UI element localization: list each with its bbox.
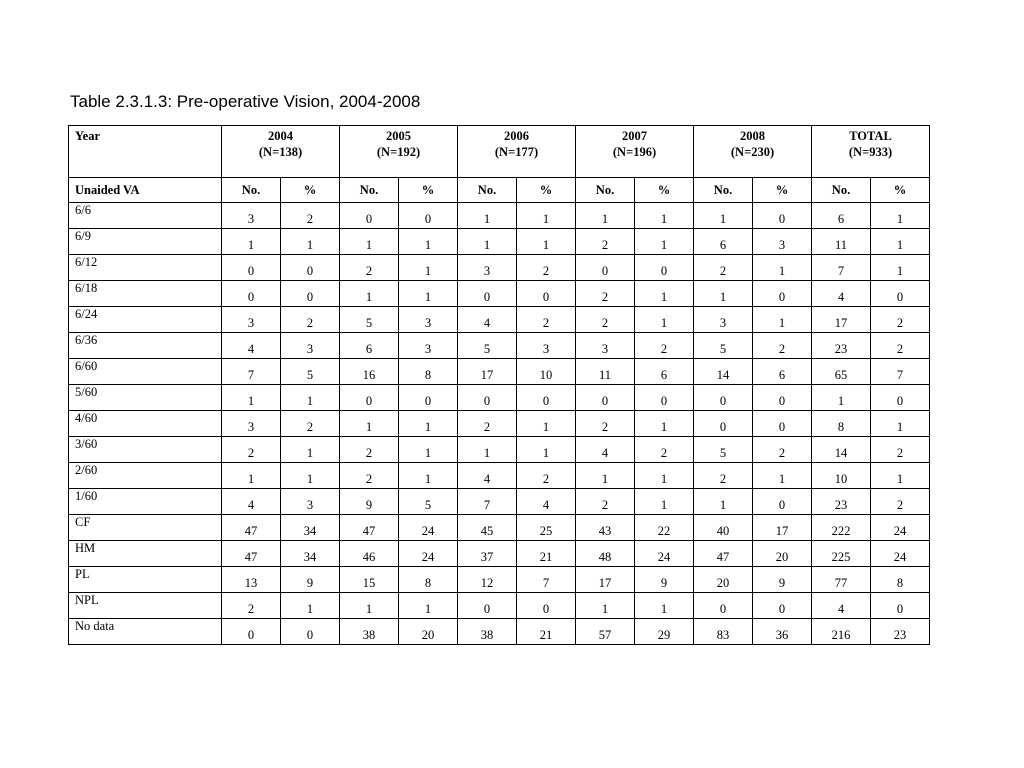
row-label: PL [69,567,222,593]
count-cell: 2 [458,411,517,437]
year-header-2007 [576,126,694,178]
table-row [69,229,930,255]
count-cell: 5 [340,307,399,333]
count-cell: 17 [458,359,517,385]
count-cell: 1 [694,203,753,229]
percent-cell: 24 [399,541,458,567]
percent-cell: 1 [635,593,694,619]
pre-operative-vision-table [68,125,930,645]
count-cell: 47 [340,515,399,541]
count-cell: 23 [812,333,871,359]
table-row [69,619,930,645]
percent-cell: 2 [871,437,930,463]
percent-cell: 2 [517,307,576,333]
count-cell: 1 [458,229,517,255]
percent-cell: 1 [635,281,694,307]
count-cell: 9 [340,489,399,515]
count-cell: 0 [340,203,399,229]
count-cell: 0 [458,281,517,307]
table-row [69,203,930,229]
percent-cell: 1 [871,203,930,229]
year-header-label: Year [69,126,222,178]
table-title: Table 2.3.1.3: Pre-operative Vision, 2004-2008 [70,92,421,111]
year-header-2008 [694,126,812,178]
percent-cell: 2 [753,333,812,359]
count-cell: 47 [694,541,753,567]
count-cell: 5 [694,333,753,359]
row-label: 6/12 [69,255,222,281]
percent-cell: 0 [753,281,812,307]
percent-cell: 1 [635,307,694,333]
count-cell: 23 [812,489,871,515]
percent-cell: 24 [635,541,694,567]
count-cell: 0 [458,385,517,411]
percent-cell: 6 [635,359,694,385]
row-label: 1/60 [69,489,222,515]
percent-cell: 1 [635,463,694,489]
pct-header: % [281,178,340,203]
count-cell: 0 [694,593,753,619]
percent-cell: 1 [517,411,576,437]
percent-cell: 2 [517,463,576,489]
row-label: 6/60 [69,359,222,385]
count-cell: 225 [812,541,871,567]
percent-cell: 2 [871,489,930,515]
count-cell: 2 [576,229,635,255]
count-cell: 1 [694,281,753,307]
count-cell: 4 [222,333,281,359]
count-cell: 4 [812,281,871,307]
count-cell: 11 [812,229,871,255]
count-cell: 0 [222,255,281,281]
table-row [69,541,930,567]
year-label: 2004 [268,129,293,143]
percent-cell: 20 [753,541,812,567]
percent-cell: 1 [517,229,576,255]
row-label: NPL [69,593,222,619]
table-row [69,515,930,541]
percent-cell: 1 [399,281,458,307]
count-cell: 83 [694,619,753,645]
count-cell: 0 [576,255,635,281]
no-header: No. [694,178,753,203]
count-cell: 4 [458,307,517,333]
percent-cell: 0 [753,489,812,515]
count-cell: 65 [812,359,871,385]
percent-cell: 36 [753,619,812,645]
percent-cell: 1 [635,203,694,229]
table-row [69,307,930,333]
count-cell: 6 [694,229,753,255]
percent-cell: 5 [399,489,458,515]
percent-cell: 2 [635,333,694,359]
table-row [69,333,930,359]
no-header: No. [458,178,517,203]
year-n: (N=177) [494,145,539,159]
percent-cell: 0 [871,385,930,411]
percent-cell: 2 [281,307,340,333]
year-n: (N=138) [258,145,303,159]
percent-cell: 0 [635,255,694,281]
count-cell: 1 [222,385,281,411]
percent-cell: 0 [399,385,458,411]
percent-cell: 1 [753,255,812,281]
year-header-total [812,126,930,178]
percent-cell: 2 [871,333,930,359]
percent-cell: 0 [517,385,576,411]
count-cell: 0 [694,411,753,437]
percent-cell: 1 [281,437,340,463]
count-cell: 1 [222,229,281,255]
year-label: 2006 [504,129,529,143]
count-cell: 5 [694,437,753,463]
percent-cell: 1 [871,255,930,281]
percent-cell: 5 [281,359,340,385]
row-label: No data [69,619,222,645]
percent-cell: 10 [517,359,576,385]
count-cell: 2 [576,307,635,333]
percent-cell: 2 [281,203,340,229]
count-cell: 1 [694,489,753,515]
count-cell: 1 [458,437,517,463]
percent-cell: 1 [399,593,458,619]
count-cell: 1 [576,593,635,619]
percent-cell: 1 [871,229,930,255]
table-row [69,281,930,307]
table-row [69,463,930,489]
table-row [69,385,930,411]
table-row [69,437,930,463]
count-cell: 2 [340,255,399,281]
percent-cell: 0 [399,203,458,229]
percent-cell: 9 [281,567,340,593]
percent-cell: 3 [399,333,458,359]
pct-header: % [399,178,458,203]
percent-cell: 25 [517,515,576,541]
count-cell: 47 [222,515,281,541]
count-cell: 2 [222,437,281,463]
percent-cell: 2 [635,437,694,463]
count-cell: 2 [694,463,753,489]
year-n: (N=196) [612,145,657,159]
count-cell: 10 [812,463,871,489]
count-cell: 2 [222,593,281,619]
row-label: 5/60 [69,385,222,411]
percent-cell: 1 [281,463,340,489]
percent-cell: 1 [753,307,812,333]
percent-cell: 1 [517,437,576,463]
percent-cell: 1 [635,229,694,255]
percent-cell: 1 [281,229,340,255]
count-cell: 16 [340,359,399,385]
count-cell: 38 [458,619,517,645]
count-cell: 6 [812,203,871,229]
count-cell: 1 [812,385,871,411]
count-cell: 3 [222,203,281,229]
count-cell: 1 [340,281,399,307]
row-label: 2/60 [69,463,222,489]
row-label: 6/9 [69,229,222,255]
percent-cell: 8 [871,567,930,593]
count-cell: 2 [576,489,635,515]
count-cell: 1 [458,203,517,229]
pct-header: % [635,178,694,203]
percent-cell: 2 [753,437,812,463]
row-label: 6/6 [69,203,222,229]
table-row [69,593,930,619]
count-cell: 45 [458,515,517,541]
count-cell: 43 [576,515,635,541]
no-header: No. [812,178,871,203]
percent-cell: 17 [753,515,812,541]
percent-cell: 0 [281,255,340,281]
percent-cell: 24 [871,541,930,567]
count-cell: 11 [576,359,635,385]
count-cell: 3 [694,307,753,333]
count-cell: 17 [576,567,635,593]
year-n: (N=933) [848,145,893,159]
percent-cell: 20 [399,619,458,645]
year-header-2005 [340,126,458,178]
percent-cell: 1 [399,463,458,489]
percent-cell: 4 [517,489,576,515]
count-cell: 2 [694,255,753,281]
percent-cell: 3 [753,229,812,255]
count-cell: 38 [340,619,399,645]
count-cell: 0 [576,385,635,411]
table-row [69,489,930,515]
year-header-2004 [222,126,340,178]
percent-cell: 0 [635,385,694,411]
percent-cell: 1 [871,463,930,489]
percent-cell: 0 [871,281,930,307]
percent-cell: 21 [517,619,576,645]
count-cell: 47 [222,541,281,567]
count-cell: 3 [458,255,517,281]
percent-cell: 0 [517,593,576,619]
count-cell: 15 [340,567,399,593]
count-cell: 7 [812,255,871,281]
percent-cell: 1 [399,229,458,255]
year-n: (N=192) [376,145,421,159]
percent-cell: 3 [281,489,340,515]
count-cell: 3 [222,307,281,333]
count-cell: 13 [222,567,281,593]
count-cell: 48 [576,541,635,567]
count-cell: 20 [694,567,753,593]
percent-cell: 9 [635,567,694,593]
count-cell: 1 [340,411,399,437]
count-cell: 1 [222,463,281,489]
row-label: 6/18 [69,281,222,307]
count-cell: 4 [458,463,517,489]
row-label: CF [69,515,222,541]
row-label: 6/24 [69,307,222,333]
percent-cell: 3 [517,333,576,359]
percent-cell: 6 [753,359,812,385]
count-cell: 0 [340,385,399,411]
pct-header: % [517,178,576,203]
count-cell: 6 [340,333,399,359]
percent-cell: 0 [753,203,812,229]
count-cell: 40 [694,515,753,541]
no-header: No. [576,178,635,203]
row-label: 4/60 [69,411,222,437]
count-cell: 4 [576,437,635,463]
count-cell: 2 [340,463,399,489]
count-cell: 0 [694,385,753,411]
row-label: 3/60 [69,437,222,463]
percent-cell: 1 [399,411,458,437]
count-cell: 0 [222,281,281,307]
count-cell: 37 [458,541,517,567]
percent-cell: 24 [399,515,458,541]
table-row [69,255,930,281]
percent-cell: 1 [753,463,812,489]
percent-cell: 1 [399,255,458,281]
count-cell: 17 [812,307,871,333]
count-cell: 46 [340,541,399,567]
count-cell: 3 [222,411,281,437]
percent-cell: 2 [281,411,340,437]
percent-cell: 2 [871,307,930,333]
percent-cell: 34 [281,515,340,541]
pct-header: % [753,178,812,203]
year-label: 2008 [740,129,765,143]
count-cell: 14 [694,359,753,385]
percent-cell: 1 [281,593,340,619]
percent-cell: 0 [753,411,812,437]
year-label: 2005 [386,129,411,143]
percent-cell: 1 [635,411,694,437]
percent-cell: 0 [281,281,340,307]
count-cell: 7 [458,489,517,515]
percent-cell: 24 [871,515,930,541]
count-cell: 2 [576,281,635,307]
percent-cell: 2 [517,255,576,281]
table-row [69,567,930,593]
percent-cell: 3 [399,307,458,333]
subheader-row [69,178,930,203]
percent-cell: 1 [399,437,458,463]
percent-cell: 1 [635,489,694,515]
year-header-2006 [458,126,576,178]
percent-cell: 0 [753,593,812,619]
no-header: No. [222,178,281,203]
table-row [69,411,930,437]
percent-cell: 7 [871,359,930,385]
count-cell: 2 [576,411,635,437]
percent-cell: 22 [635,515,694,541]
count-cell: 1 [576,203,635,229]
percent-cell: 0 [753,385,812,411]
percent-cell: 23 [871,619,930,645]
count-cell: 1 [340,593,399,619]
count-cell: 1 [340,229,399,255]
count-cell: 57 [576,619,635,645]
percent-cell: 29 [635,619,694,645]
percent-cell: 1 [281,385,340,411]
count-cell: 14 [812,437,871,463]
year-header-row [69,126,930,178]
pct-header: % [871,178,930,203]
unaided-va-header: Unaided VA [69,178,222,203]
count-cell: 4 [222,489,281,515]
percent-cell: 8 [399,567,458,593]
table-row [69,359,930,385]
percent-cell: 1 [871,411,930,437]
row-label: 6/36 [69,333,222,359]
count-cell: 5 [458,333,517,359]
row-label: HM [69,541,222,567]
percent-cell: 9 [753,567,812,593]
count-cell: 2 [340,437,399,463]
percent-cell: 0 [281,619,340,645]
percent-cell: 0 [871,593,930,619]
count-cell: 0 [222,619,281,645]
count-cell: 12 [458,567,517,593]
count-cell: 222 [812,515,871,541]
count-cell: 8 [812,411,871,437]
no-header: No. [340,178,399,203]
percent-cell: 34 [281,541,340,567]
percent-cell: 7 [517,567,576,593]
year-n: (N=230) [730,145,775,159]
percent-cell: 3 [281,333,340,359]
count-cell: 216 [812,619,871,645]
count-cell: 1 [576,463,635,489]
percent-cell: 21 [517,541,576,567]
count-cell: 7 [222,359,281,385]
year-label: TOTAL [849,129,892,143]
count-cell: 0 [458,593,517,619]
percent-cell: 1 [517,203,576,229]
percent-cell: 8 [399,359,458,385]
count-cell: 77 [812,567,871,593]
count-cell: 4 [812,593,871,619]
percent-cell: 0 [517,281,576,307]
year-label: 2007 [622,129,647,143]
count-cell: 3 [576,333,635,359]
